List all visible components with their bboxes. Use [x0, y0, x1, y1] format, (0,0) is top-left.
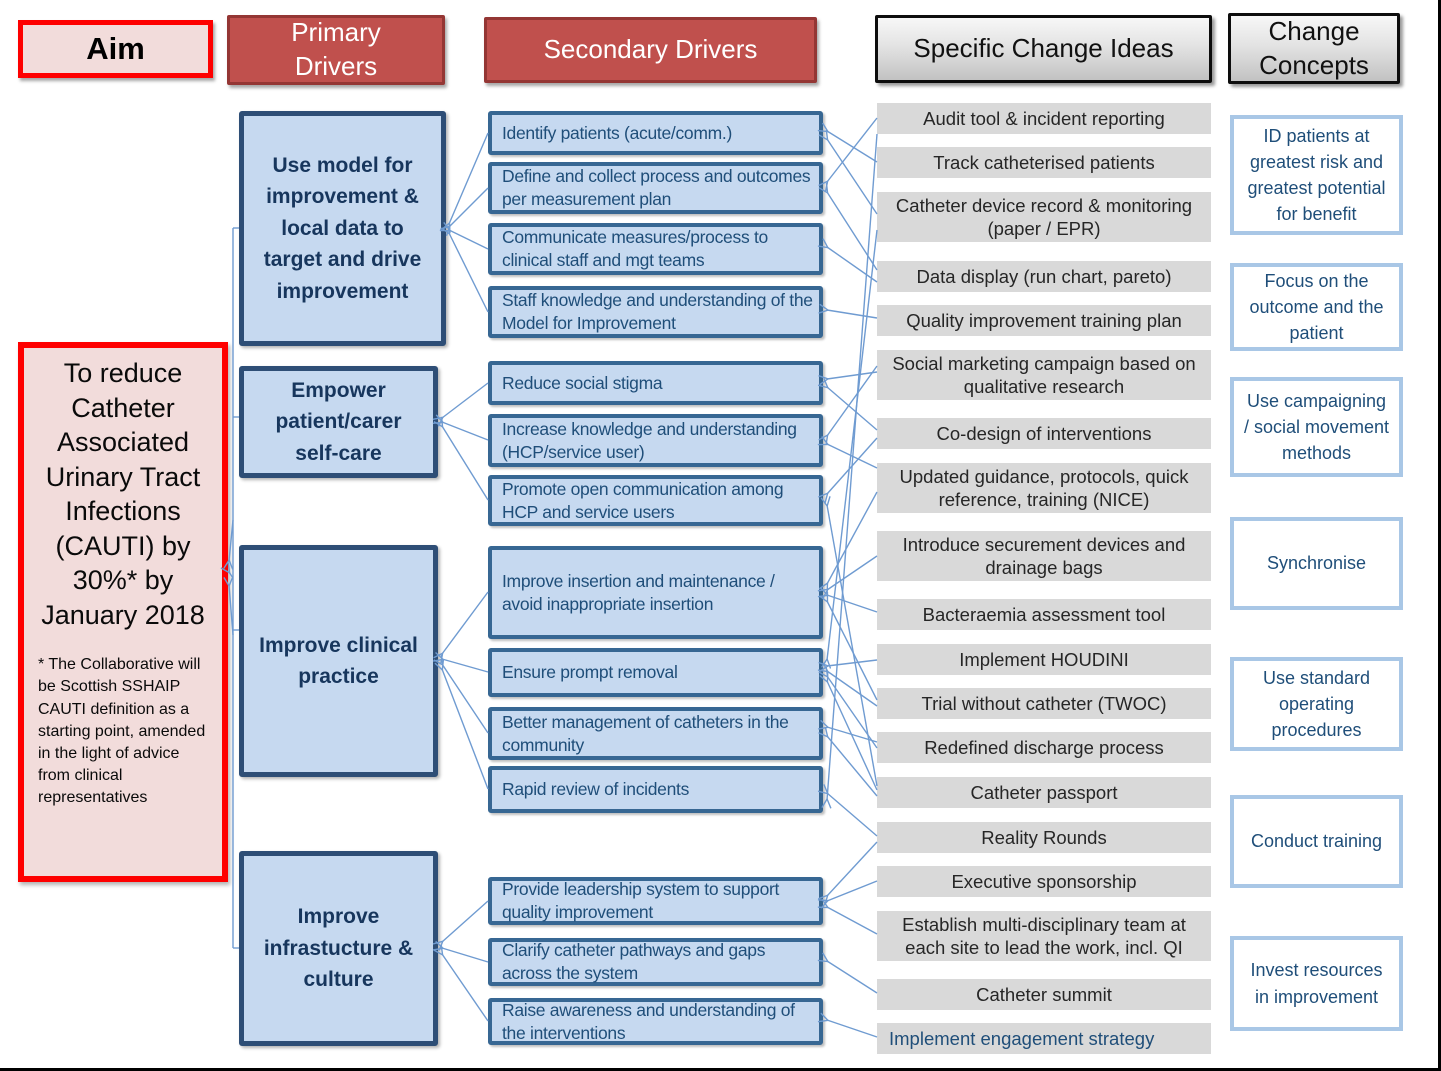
aim-footnote: * The Collaborative will be Scottish SSHAIP CAUTI definition as a starting point, amended in the light of advice from clinical representatives	[38, 656, 206, 806]
connector-line	[442, 422, 488, 440]
change-idea-box: Catheter summit	[877, 979, 1211, 1010]
connector-line	[827, 842, 877, 896]
change-concept-box: Conduct training	[1230, 795, 1403, 888]
connector-line	[442, 954, 488, 1021]
connector-line	[442, 948, 488, 962]
change-concept-box: Use campaigning / social movement methods	[1230, 377, 1403, 477]
connector-line	[827, 881, 877, 901]
change-idea-box: Bacteraemia assessment tool	[877, 599, 1211, 630]
connector-line	[827, 372, 877, 379]
connector-line	[827, 230, 877, 660]
connector-line	[827, 681, 877, 790]
change-concepts-header	[1228, 13, 1400, 84]
secondary-drivers-header-label: Secondary Drivers	[543, 34, 758, 65]
connector-line	[442, 383, 488, 418]
connector-line	[827, 676, 877, 748]
primary-drivers-header	[227, 15, 445, 85]
change-concept-box: Focus on the outcome and the patient	[1230, 263, 1403, 351]
change-idea-box: Trial without catheter (TWOC)	[877, 688, 1211, 719]
change-idea-box: Data display (run chart, pareto)	[877, 261, 1211, 292]
change-ideas-header-label: Specific Change Ideas	[913, 33, 1174, 64]
connector-line	[449, 233, 488, 312]
connector-line	[442, 592, 488, 654]
connector-line	[827, 961, 877, 993]
change-idea-box: Co-design of interventions	[877, 418, 1211, 449]
change-idea-box: Catheter device record & monitoring (paper / EPR)	[877, 192, 1211, 242]
change-concept-box: Invest resources in improvement	[1230, 936, 1403, 1031]
connector-line	[827, 387, 877, 430]
secondary-driver-box: Reduce social stigma	[488, 361, 823, 405]
primary-driver-box: Use model for improvement & local data to target and drive improvement	[239, 111, 446, 346]
primary-drivers-header-label: Primary Drivers	[291, 17, 381, 81]
primary-driver-box: Improve infrastucture & culture	[239, 851, 438, 1046]
connector-line	[827, 310, 877, 318]
change-idea-box: Establish multi-disciplinary team at each site to lead the work, incl. QI	[877, 911, 1211, 961]
primary-driver-box: Improve clinical practice	[239, 545, 438, 777]
secondary-driver-box: Raise awareness and understanding of the interventions	[488, 998, 823, 1045]
change-idea-box: Track catheterised patients	[877, 147, 1211, 178]
change-idea-box: Audit tool & incident reporting	[877, 103, 1211, 134]
secondary-driver-box: Ensure prompt removal	[488, 648, 823, 697]
change-concept-box: ID patients at greatest risk and greatest potential for benefit	[1230, 115, 1403, 235]
aim-header-label: Aim	[86, 31, 145, 66]
change-idea-box: Implement engagement strategy	[877, 1023, 1211, 1054]
secondary-driver-box: Improve insertion and maintenance / avoid inappropriate insertion	[488, 546, 823, 639]
connector-line	[827, 595, 877, 612]
change-concept-box: Use standard operating procedures	[1230, 657, 1403, 751]
connector-line	[827, 366, 877, 436]
connector-line	[442, 664, 488, 733]
secondary-drivers-header	[484, 17, 817, 83]
change-idea-box: Updated guidance, protocols, quick reference, training (NICE)	[877, 463, 1211, 513]
secondary-driver-box: Define and collect process and outcomes per measurement plan	[488, 162, 823, 214]
connector-line	[827, 444, 877, 468]
primary-driver-box: Empower patient/carer self-care	[239, 366, 438, 478]
secondary-driver-box: Rapid review of incidents	[488, 766, 823, 813]
connector-line	[449, 230, 488, 249]
change-idea-box: Introduce securement devices and drainage bags	[877, 531, 1211, 581]
connector-line	[229, 572, 233, 578]
change-idea-box: Catheter passport	[877, 777, 1211, 808]
change-idea-box: Redefined discharge process	[877, 732, 1211, 763]
connector-line	[442, 659, 488, 672]
connector-line	[827, 601, 877, 700]
connector-line	[827, 492, 877, 584]
change-idea-box: Reality Rounds	[877, 822, 1211, 853]
change-ideas-header	[875, 15, 1212, 83]
secondary-driver-box: Increase knowledge and understanding (HCP/service user)	[488, 414, 823, 467]
change-concept-box: Synchronise	[1230, 517, 1403, 610]
connector-line	[827, 660, 877, 666]
connector-line	[442, 669, 488, 789]
connector-line	[442, 426, 488, 500]
connector-line	[827, 139, 877, 214]
connector-line	[827, 118, 877, 182]
connector-line	[442, 901, 488, 942]
connector-line	[827, 1020, 877, 1037]
connector-line	[827, 247, 877, 282]
connector-line	[827, 131, 877, 162]
change-idea-box: Quality improvement training plan	[877, 305, 1211, 336]
secondary-driver-box: Better management of catheters in the community	[488, 707, 823, 760]
connector-line	[449, 133, 488, 224]
change-concepts-header-label: Change Concepts	[1259, 15, 1369, 80]
connector-line	[827, 134, 877, 800]
aim-header	[18, 20, 213, 78]
connector-line	[229, 585, 233, 635]
connector-line	[827, 438, 877, 494]
change-idea-box: Social marketing campaign based on qualitative research	[877, 350, 1211, 400]
connector-line	[827, 556, 877, 590]
connector-line	[827, 727, 877, 742]
connector-line	[449, 188, 488, 227]
secondary-driver-box: Promote open communication among HCP and service users	[488, 475, 823, 526]
aim-goal-text: To reduce Catheter Associated Urinary Tract Infections (CAUTI) by 30%* by January 2018	[41, 358, 205, 630]
connector-line	[827, 907, 877, 934]
secondary-driver-box: Staff knowledge and understanding of the Model for Improvement	[488, 286, 823, 338]
connector-line	[229, 520, 233, 561]
aim-box	[18, 342, 228, 882]
connector-line	[827, 192, 877, 270]
connector-line	[827, 671, 877, 706]
change-idea-box: Implement HOUDINI	[877, 644, 1211, 675]
secondary-driver-box: Provide leadership system to support quality improvement	[488, 877, 823, 925]
change-idea-box: Executive sponsorship	[877, 866, 1211, 897]
connector-line	[827, 736, 877, 796]
connector-line	[827, 505, 877, 786]
secondary-driver-box: Communicate measures/process to clinical staff and mgt teams	[488, 223, 823, 275]
secondary-driver-box: Clarify catheter pathways and gaps across the system	[488, 938, 823, 986]
connector-line	[827, 793, 877, 836]
secondary-driver-box: Identify patients (acute/comm.)	[488, 111, 823, 155]
